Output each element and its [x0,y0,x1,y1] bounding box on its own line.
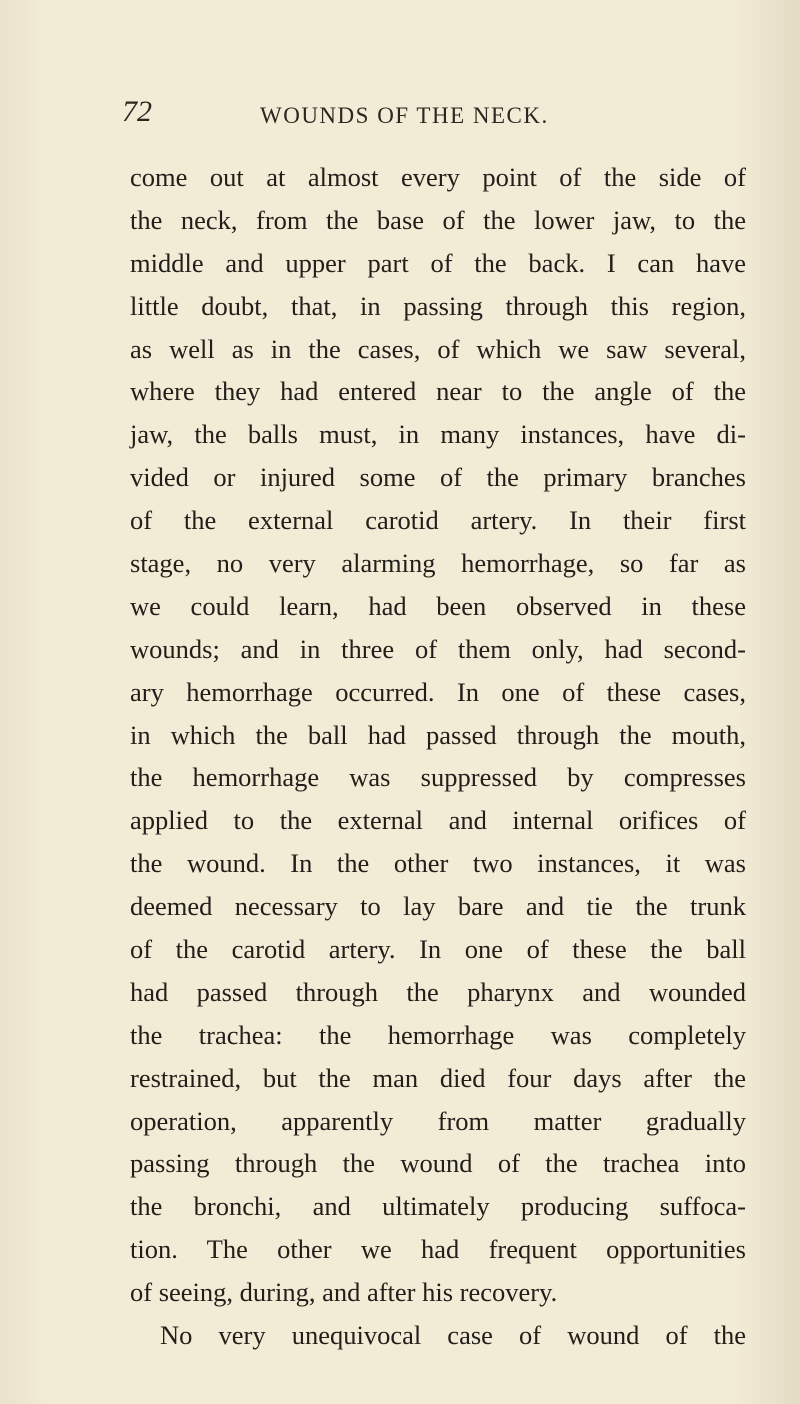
text-line: the hemorrhage was suppressed by compresses [130,762,746,793]
text-line: No very unequivocal case of wound of the [160,1320,746,1351]
text-line: of seeing, during, and after his recovery. [130,1277,558,1308]
text-line: we could learn, had been observed in these [130,590,746,621]
text-line: the wound. In the other two instances, it was [130,848,746,879]
text-line: deemed necessary to lay bare and tie the trunk [130,891,746,922]
text-line: where they had entered near to the angle of the [130,376,746,407]
text-line: wounds; and in three of them only, had second- [130,633,746,664]
page-number: 72 [122,95,152,128]
text-line: passing through the wound of the trachea into [130,1148,746,1179]
text-line: tion. The other we had frequent opportunities [130,1234,746,1265]
text-line: ary hemorrhage occurred. In one of these cases, [130,676,746,707]
text-line: had passed through the pharynx and wounded [130,976,746,1007]
text-line: of the external carotid artery. In their first [130,505,746,536]
text-line: the neck, from the base of the lower jaw, to the [130,204,746,235]
text-line: the bronchi, and ultimately producing suffoca- [130,1191,746,1222]
text-line: as well as in the cases, of which we saw several, [130,333,746,364]
text-line: jaw, the balls must, in many instances, have di- [130,419,746,450]
text-line: the trachea: the hemorrhage was completely [130,1019,746,1050]
text-line: stage, no very alarming hemorrhage, so far as [130,548,746,579]
running-title: WOUNDS OF THE NECK. [260,103,549,128]
text-line: in which the ball had passed through the mouth, [130,719,746,750]
text-line: applied to the external and internal orifices of [130,805,746,836]
text-line: operation, apparently from matter gradually [130,1105,746,1136]
text-line: middle and upper part of the back. I can have [130,247,746,278]
text-line: vided or injured some of the primary branches [130,462,746,493]
text-line: restrained, but the man died four days after the [130,1062,746,1093]
text-line: of the carotid artery. In one of these the ball [130,934,746,965]
text-line: little doubt, that, in passing through this region, [130,290,746,321]
running-header [122,92,742,132]
text-line: come out at almost every point of the side of [130,162,746,192]
body-paragraph [130,156,746,1357]
